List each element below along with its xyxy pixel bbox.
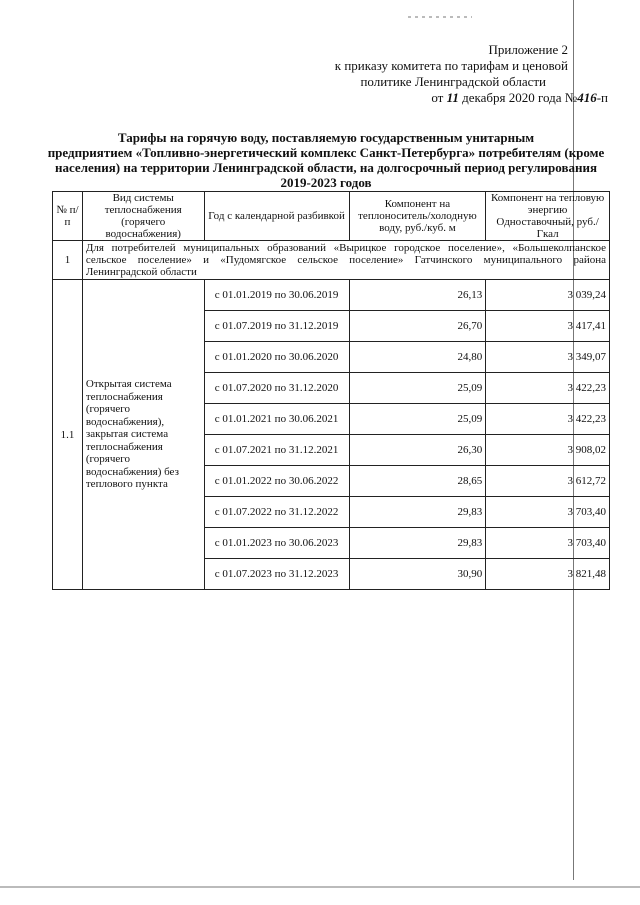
water-component-cell: 25,09: [349, 373, 486, 404]
energy-component-cell: 3 703,40: [486, 497, 610, 528]
group-row: [53, 241, 610, 280]
period-cell: с 01.01.2020 по 30.06.2020: [204, 342, 349, 373]
document-title: [36, 130, 616, 190]
period-cell: с 01.07.2023 по 31.12.2023: [204, 559, 349, 590]
subgroup-num: 1.1: [53, 280, 83, 590]
water-component-cell: 26,13: [349, 280, 486, 311]
title-line: Тарифы на горячую воду, поставляемую государственным унитарным: [117, 130, 535, 145]
date-middle: декабря 2020 года №: [462, 90, 578, 105]
title-line: предприятием «Топливно-энергетический комплекс Санкт-Петербурга» потребителям (кроме: [47, 145, 605, 160]
title-line: населения) на территории Ленинградской области, на долгосрочный период регулирования: [55, 160, 597, 175]
energy-component-cell: 3 703,40: [486, 528, 610, 559]
energy-component-cell: 3 908,02: [486, 435, 610, 466]
header-num: № п/п: [53, 192, 83, 241]
water-component-cell: 28,65: [349, 466, 486, 497]
water-component-cell: 29,83: [349, 497, 486, 528]
period-cell: с 01.01.2019 по 30.06.2019: [204, 280, 349, 311]
energy-component-cell: 3 821,48: [486, 559, 610, 590]
period-cell: с 01.01.2022 по 30.06.2022: [204, 466, 349, 497]
period-cell: с 01.07.2022 по 31.12.2022: [204, 497, 349, 528]
table-header-row: [53, 192, 610, 241]
period-cell: с 01.01.2021 по 30.06.2021: [204, 404, 349, 435]
group-num: 1: [53, 241, 83, 280]
energy-component-cell: 3 422,23: [486, 404, 610, 435]
tariff-table: [52, 191, 610, 590]
header-energy: Компонент на тепловую энергию Одноставочный, руб./Гкал: [486, 192, 610, 241]
header-period: Год с календарной разбивкой: [204, 192, 349, 241]
energy-component-cell: 3 349,07: [486, 342, 610, 373]
water-component-cell: 26,70: [349, 311, 486, 342]
appendix-title: Приложение 2: [488, 42, 568, 57]
appendix-date-line: [308, 90, 608, 106]
appendix-committee-line: политике Ленинградской области: [360, 74, 546, 89]
date-prefix: от: [431, 90, 444, 105]
energy-component-cell: 3 612,72: [486, 466, 610, 497]
water-component-cell: 24,80: [349, 342, 486, 373]
title-line: 2019-2023 годов: [280, 175, 372, 190]
period-cell: с 01.07.2021 по 31.12.2021: [204, 435, 349, 466]
period-cell: с 01.07.2019 по 31.12.2019: [204, 311, 349, 342]
header-water: Компонент на теплоноситель/холодную воду, руб./куб. м: [349, 192, 486, 241]
period-cell: с 01.07.2020 по 31.12.2020: [204, 373, 349, 404]
energy-component-cell: 3 422,23: [486, 373, 610, 404]
subgroup-system: Открытая система теплоснабжения (горячего водоснабжения), закрытая система теплоснабжения (горячего водоснабжения) без теплового пункта: [82, 280, 204, 590]
group-description: Для потребителей муниципальных образований «Вырицкое городское поселение», «Большеколпанское сельское поселение» и «Пудомягское сельское поселение» Гатчинского муниципального района Ленинградской области: [82, 241, 609, 280]
appendix-order-line: к приказу комитета по тарифам и ценовой: [334, 58, 568, 73]
table-row: [53, 280, 610, 311]
energy-component-cell: 3 039,24: [486, 280, 610, 311]
appendix-block: [308, 42, 608, 106]
period-cell: с 01.01.2023 по 30.06.2023: [204, 528, 349, 559]
scan-bottom-band: [0, 886, 640, 888]
scan-artifact: [408, 16, 472, 18]
order-suffix: -п: [596, 90, 608, 105]
order-number: 416: [577, 90, 597, 105]
header-system: Вид системы теплоснабжения (горячего водоснабжения): [82, 192, 204, 241]
energy-component-cell: 3 417,41: [486, 311, 610, 342]
water-component-cell: 29,83: [349, 528, 486, 559]
date-day: 11: [446, 90, 459, 105]
water-component-cell: 30,90: [349, 559, 486, 590]
water-component-cell: 25,09: [349, 404, 486, 435]
water-component-cell: 26,30: [349, 435, 486, 466]
